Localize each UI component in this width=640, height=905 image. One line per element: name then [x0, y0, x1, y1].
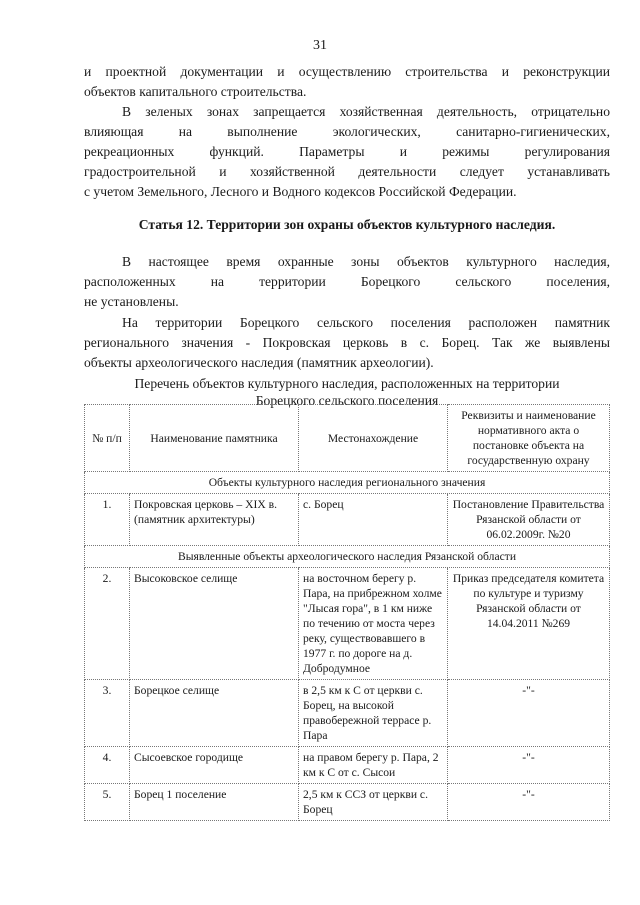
row-document: -"-: [448, 680, 610, 747]
green-zones-line-3: рекреационных функций. Параметры и режимы регулирования: [84, 144, 610, 159]
page-number: 31: [313, 38, 327, 53]
article-heading: Статья 12. Территории зон охраны объектов культурного наследия.: [138, 217, 556, 232]
table-row: [85, 747, 610, 784]
section-archaeology-label: Выявленные объекты археологического наследия Рязанской области: [85, 546, 610, 568]
row-name: Сысоевское городище: [130, 747, 299, 784]
section-regional-label: Объекты культурного наследия регионального значения: [85, 472, 610, 494]
table-caption-line-2: Борецкого сельского поселения: [255, 393, 439, 408]
row-num: 4.: [85, 747, 130, 784]
section-row-regional: [85, 472, 610, 494]
monuments-line-3: объекты археологического наследия (памятник археологии).: [84, 355, 434, 370]
row-document: -"-: [448, 784, 610, 821]
table-row: [85, 568, 610, 680]
green-zones-paragraph: [84, 102, 610, 202]
header-num: № п/п: [85, 405, 130, 472]
section-row-archaeology: [85, 546, 610, 568]
row-location: на восточном берегу р. Пара, на прибрежном холме "Лысая гора", в 1 км ниже по течению от моста через реку, существовавшего в 1977 г. по дороге на д. Добродумное: [299, 568, 448, 680]
protection-line-1: В настоящее время охранные зоны объектов культурного наследия,: [122, 254, 610, 269]
table-row: [85, 784, 610, 821]
monuments-line-2: регионального значения - Покровская церковь в с. Борец. Так же выявлены: [84, 335, 610, 350]
row-num: 1.: [85, 494, 130, 546]
table-header-row: [85, 405, 610, 472]
row-document: Постановление Правительства Рязанской области от 06.02.2009г. №20: [448, 494, 610, 546]
table-row: [85, 494, 610, 546]
row-name: Высоковское селище: [130, 568, 299, 680]
intro-line-2: объектов капитального строительства.: [84, 84, 307, 99]
row-document: -"-: [448, 747, 610, 784]
header-document: Реквизиты и наименование нормативного акта о постановке объекта на государственную охрану: [448, 405, 610, 472]
green-zones-line-4: градостроительной и хозяйственной деятельности следует устанавливать: [84, 164, 610, 179]
row-name: Борец 1 поселение: [130, 784, 299, 821]
row-num: 2.: [85, 568, 130, 680]
protection-line-3: не установлены.: [84, 294, 179, 309]
row-location: 2,5 км к ССЗ от церкви с. Борец: [299, 784, 448, 821]
row-name: Борецкое селище: [130, 680, 299, 747]
monuments-paragraph: [84, 313, 610, 373]
row-location: в 2,5 км к С от церкви с. Борец, на высокой правобережной террасе р. Пара: [299, 680, 448, 747]
intro-paragraph: [84, 62, 610, 102]
protection-line-2: расположенных на территории Борецкого сельского поселения,: [84, 274, 610, 289]
header-location: Местонахождение: [299, 405, 448, 472]
header-name: Наименование памятника: [130, 405, 299, 472]
green-zones-line-1: В зеленых зонах запрещается хозяйственная деятельность, отрицательно: [122, 104, 610, 119]
green-zones-line-2: влияющая на выполнение экологических, санитарно-гигиенических,: [84, 124, 610, 139]
row-num: 3.: [85, 680, 130, 747]
row-location: с. Борец: [299, 494, 448, 546]
intro-line-1: и проектной документации и осуществлению строительства и реконструкции: [84, 64, 610, 79]
heritage-objects-table: [84, 404, 610, 821]
table-caption-line-1: Перечень объектов культурного наследия, расположенных на территории: [134, 376, 560, 391]
row-document: Приказ председателя комитета по культуре и туризму Рязанской области от 14.04.2011 №269: [448, 568, 610, 680]
row-num: 5.: [85, 784, 130, 821]
green-zones-line-5: с учетом Земельного, Лесного и Водного кодексов Российской Федерации.: [84, 184, 517, 199]
row-name: Покровская церковь – XIX в. (памятник архитектуры): [130, 494, 299, 546]
table-row: [85, 680, 610, 747]
protection-paragraph: [84, 252, 610, 312]
monuments-line-1: На территории Борецкого сельского поселения расположен памятник: [122, 315, 610, 330]
row-location: на правом берегу р. Пара, 2 км к С от с. Сысои: [299, 747, 448, 784]
